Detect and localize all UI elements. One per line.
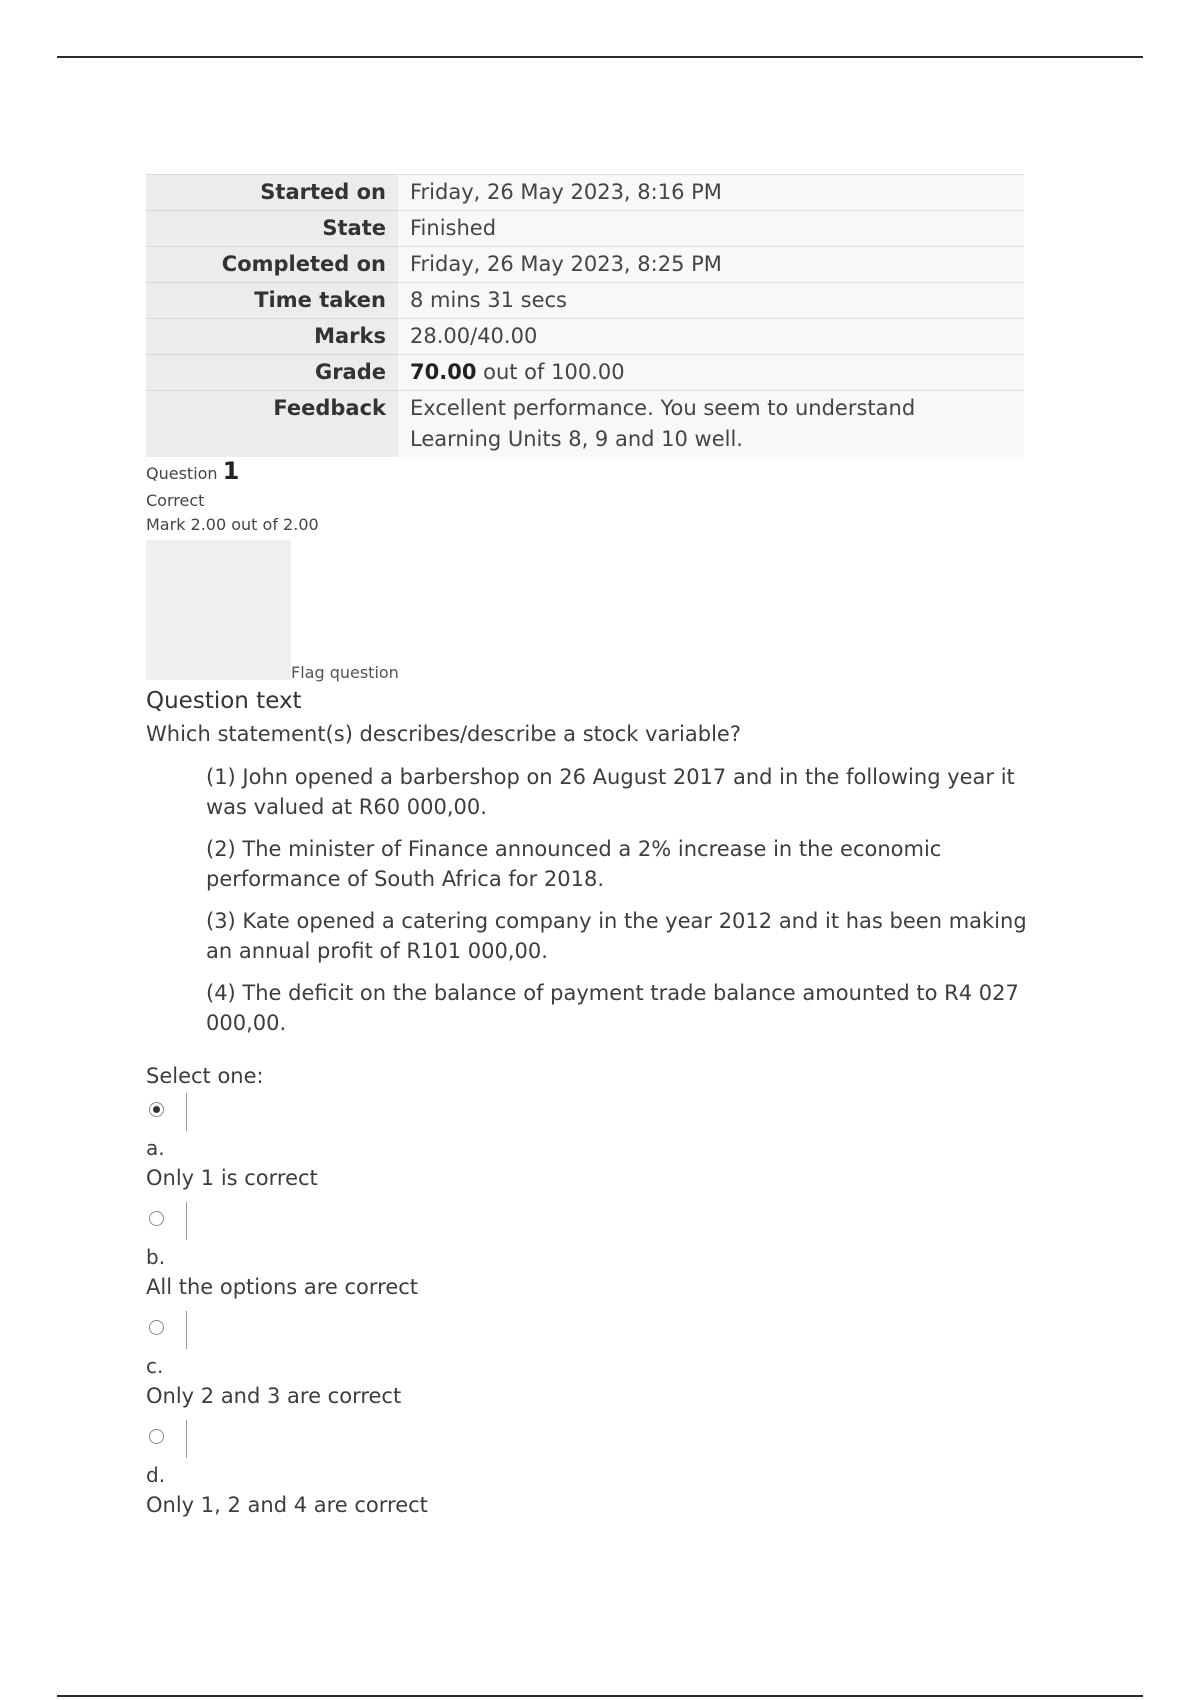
radio-button[interactable] (149, 1211, 164, 1226)
summary-label: Time taken (146, 283, 398, 319)
summary-row-completed-on (146, 247, 1024, 283)
summary-label: Completed on (146, 247, 398, 283)
question-prompt: Which statement(s) describes/describe a stock variable? (146, 722, 741, 746)
question-number (146, 456, 319, 489)
statement-3: (3) Kate opened a catering company in the year 2012 and it has been making an annual profit of R101 000,00. (206, 909, 1027, 963)
summary-label: Feedback (146, 391, 398, 458)
answer-option-a[interactable] (146, 1093, 646, 1193)
summary-row-state (146, 211, 1024, 247)
summary-label: State (146, 211, 398, 247)
answer-option-c[interactable] (146, 1311, 646, 1411)
summary-value: Friday, 26 May 2023, 8:16 PM (398, 175, 1024, 211)
statement-1: (1) John opened a barbershop on 26 August 2017 and in the following year it was valued at R60 000,00. (206, 765, 1015, 819)
question-status: Correct (146, 491, 205, 510)
question-statements (206, 762, 1056, 1050)
answer-option-b[interactable] (146, 1202, 646, 1302)
option-divider (186, 1311, 187, 1349)
summary-label: Started on (146, 175, 398, 211)
option-control (146, 1420, 646, 1460)
option-divider (186, 1093, 187, 1131)
summary-row-grade (146, 355, 1024, 391)
option-letter: a. (146, 1136, 165, 1160)
question-text-heading: Question text (146, 688, 302, 714)
summary-label: Marks (146, 319, 398, 355)
grade-out-of: out of 100.00 (476, 360, 625, 384)
bottom-rule (57, 1695, 1143, 1697)
option-letter: b. (146, 1245, 166, 1269)
option-text[interactable]: All the options are correct (146, 1275, 419, 1299)
flag-question-link[interactable]: Flag question (291, 663, 399, 682)
flag-icon[interactable] (146, 540, 291, 680)
option-control (146, 1311, 646, 1351)
top-rule (57, 56, 1143, 58)
answer-option-d[interactable] (146, 1420, 646, 1520)
summary-value: Friday, 26 May 2023, 8:25 PM (398, 247, 1024, 283)
question-info (146, 456, 319, 537)
question-number-value: 1 (222, 457, 240, 485)
option-text[interactable]: Only 1, 2 and 4 are correct (146, 1493, 428, 1517)
summary-row-marks (146, 319, 1024, 355)
statement-4: (4) The deficit on the balance of payment trade balance amounted to R4 027 000,00. (206, 981, 1019, 1035)
statement-2: (2) The minister of Finance announced a 2% increase in the economic performance of South Africa for 2018. (206, 837, 942, 891)
option-text[interactable]: Only 1 is correct (146, 1166, 318, 1190)
summary-row-time-taken (146, 283, 1024, 319)
radio-button[interactable] (149, 1429, 164, 1444)
summary-value: Excellent performance. You seem to understand Learning Units 8, 9 and 10 well. (398, 391, 1024, 458)
attempt-summary-table (146, 174, 1024, 457)
summary-value (398, 355, 1024, 391)
option-control (146, 1093, 646, 1133)
summary-label: Grade (146, 355, 398, 391)
summary-value: Finished (398, 211, 1024, 247)
option-divider (186, 1202, 187, 1240)
summary-row-started-on (146, 175, 1024, 211)
question-prefix: Question (146, 464, 218, 483)
summary-value: 8 mins 31 secs (398, 283, 1024, 319)
option-divider (186, 1420, 187, 1458)
select-one-label: Select one: (146, 1064, 264, 1088)
radio-button[interactable] (149, 1320, 164, 1335)
option-letter: d. (146, 1463, 166, 1487)
summary-value: 28.00/40.00 (398, 319, 1024, 355)
summary-row-feedback (146, 391, 1024, 458)
option-control (146, 1202, 646, 1242)
option-text[interactable]: Only 2 and 3 are correct (146, 1384, 402, 1408)
grade-value: 70.00 (410, 360, 477, 384)
question-mark: Mark 2.00 out of 2.00 (146, 515, 319, 534)
radio-button-checked[interactable] (149, 1102, 164, 1117)
option-letter: c. (146, 1354, 164, 1378)
